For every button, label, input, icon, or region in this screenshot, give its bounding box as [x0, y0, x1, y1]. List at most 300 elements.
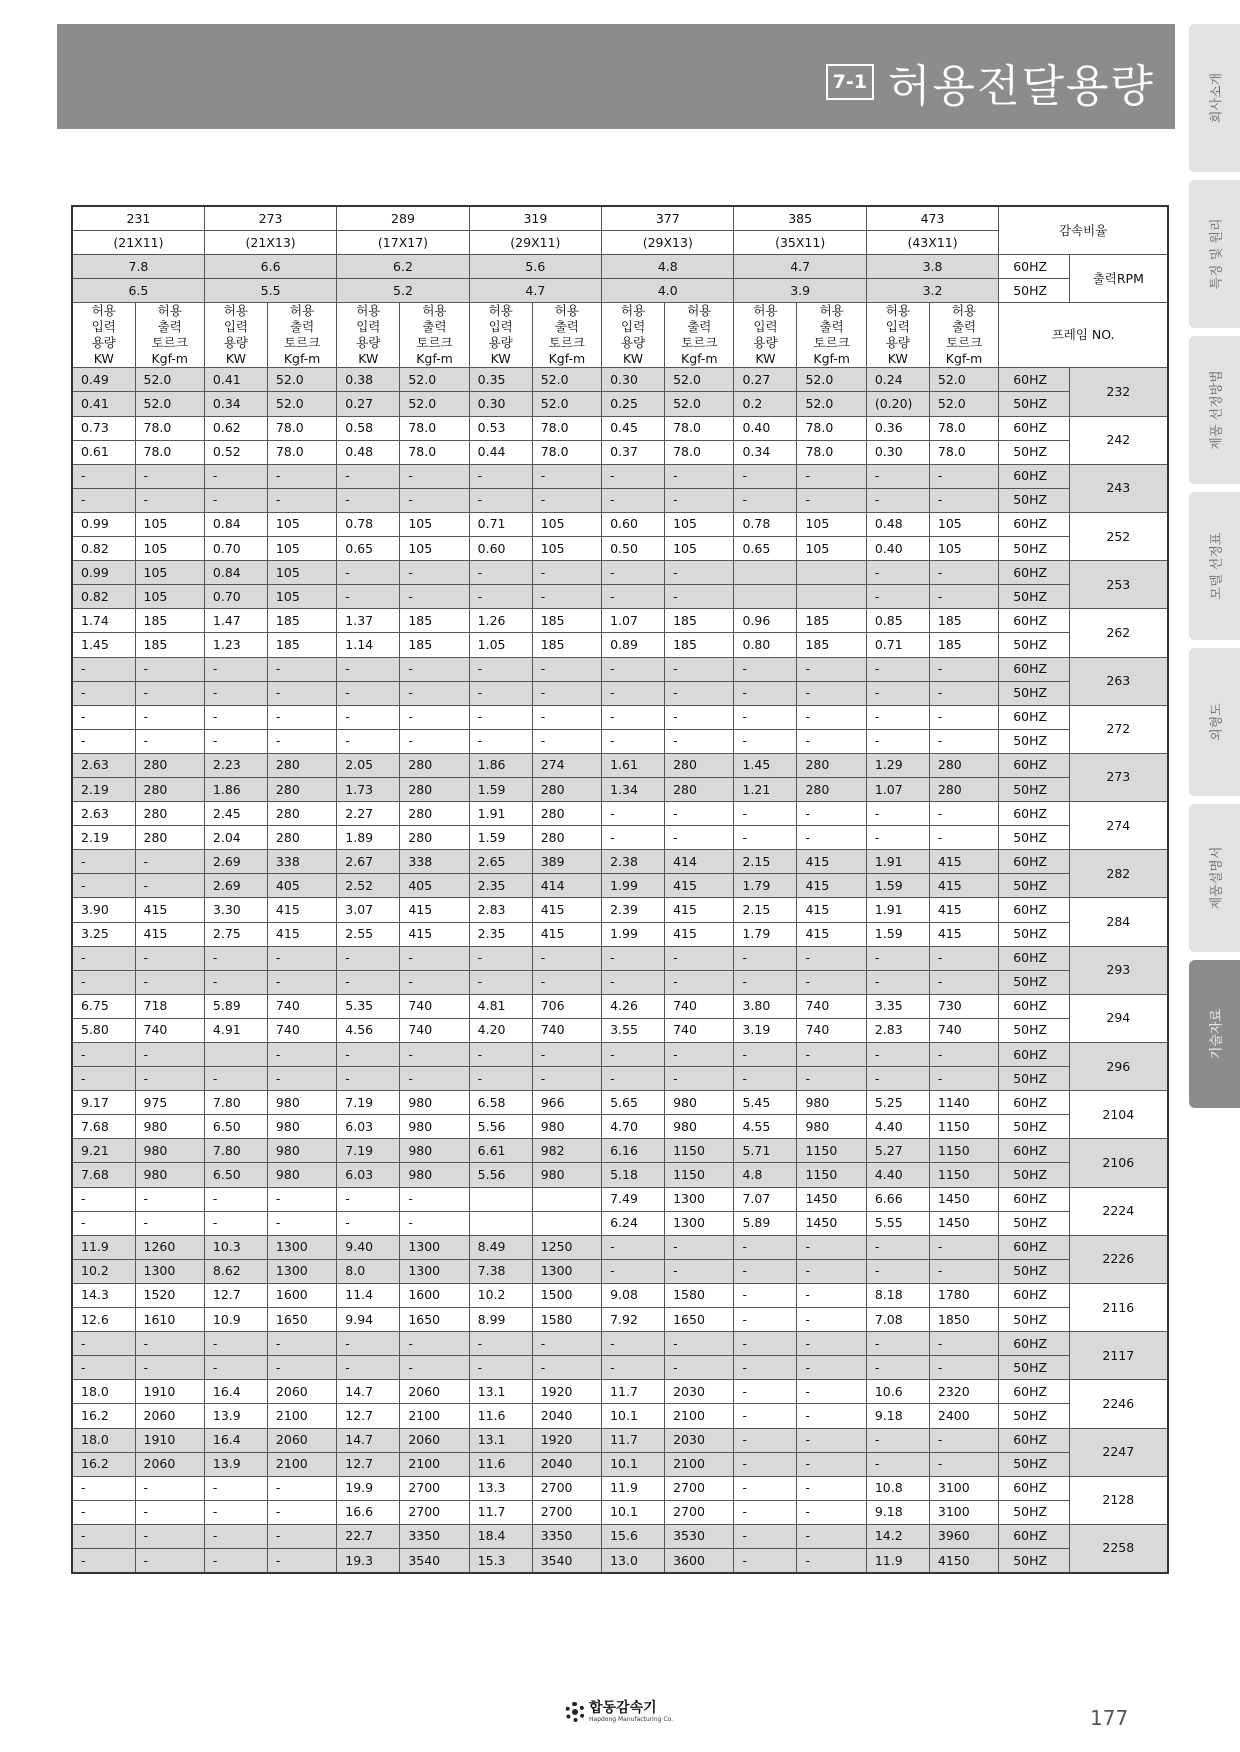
data-cell: 10.3	[204, 1235, 267, 1259]
data-cell: 8.99	[469, 1308, 532, 1332]
data-cell: -	[204, 681, 267, 705]
data-cell: -	[866, 1332, 929, 1356]
data-cell: -	[797, 1235, 866, 1259]
data-cell: 105	[267, 585, 336, 609]
data-cell: -	[866, 946, 929, 970]
data-cell: -	[797, 946, 866, 970]
data-cell: -	[929, 1356, 998, 1380]
data-cell: 2030	[665, 1380, 734, 1404]
side-tab-technical[interactable]: 기술자료	[1189, 960, 1240, 1108]
table-row	[72, 850, 1168, 874]
hz-label: 50HZ	[999, 1115, 1069, 1139]
data-cell: 13.9	[204, 1404, 267, 1428]
data-cell: -	[532, 585, 601, 609]
data-cell: 6.75	[72, 994, 135, 1018]
data-cell: 8.62	[204, 1259, 267, 1283]
data-cell: 2700	[400, 1500, 469, 1524]
data-cell: 280	[797, 777, 866, 801]
data-cell: -	[400, 657, 469, 681]
data-cell: 12.7	[337, 1452, 400, 1476]
col-input-capacity: 허용 입력 용량 KW	[204, 303, 267, 368]
hz-label: 60HZ	[999, 946, 1069, 970]
data-cell: 6.24	[602, 1211, 665, 1235]
data-cell: -	[665, 1332, 734, 1356]
data-cell: 7.38	[469, 1259, 532, 1283]
data-cell: -	[532, 705, 601, 729]
data-cell: 975	[135, 1091, 204, 1115]
data-cell: 0.78	[734, 512, 797, 536]
data-cell: 6.03	[337, 1115, 400, 1139]
data-cell: -	[734, 1235, 797, 1259]
side-tab-company[interactable]: 회사소개	[1189, 24, 1240, 172]
data-cell: -	[400, 946, 469, 970]
table-row	[72, 416, 1168, 440]
model-header: 319	[469, 206, 601, 231]
data-cell: -	[72, 705, 135, 729]
table-row	[72, 898, 1168, 922]
data-cell: -	[337, 488, 400, 512]
data-cell: -	[602, 488, 665, 512]
data-cell: 2.04	[204, 826, 267, 850]
data-cell: -	[469, 681, 532, 705]
col-input-capacity: 허용 입력 용량 KW	[469, 303, 532, 368]
data-cell: -	[734, 970, 797, 994]
data-cell: 14.2	[866, 1524, 929, 1548]
data-cell: 0.49	[72, 368, 135, 392]
table-row	[72, 512, 1168, 536]
data-cell: -	[665, 464, 734, 488]
data-cell: 415	[665, 874, 734, 898]
data-cell: -	[337, 464, 400, 488]
data-cell: 414	[665, 850, 734, 874]
data-cell: -	[602, 464, 665, 488]
data-cell: -	[734, 1404, 797, 1428]
data-cell: 1.07	[866, 777, 929, 801]
data-cell: -	[204, 705, 267, 729]
data-cell: 6.16	[602, 1139, 665, 1163]
data-cell: -	[532, 488, 601, 512]
data-cell: 2060	[400, 1380, 469, 1404]
data-cell: 4.91	[204, 1018, 267, 1042]
data-cell: 980	[400, 1139, 469, 1163]
data-cell: -	[267, 705, 336, 729]
data-cell: -	[204, 729, 267, 753]
ratio-label: 감속비율	[999, 206, 1168, 255]
data-cell: -	[929, 464, 998, 488]
data-cell: -	[866, 1452, 929, 1476]
data-cell: -	[532, 729, 601, 753]
col-input-capacity: 허용 입력 용량 KW	[72, 303, 135, 368]
data-cell	[532, 1187, 601, 1211]
data-cell: -	[797, 1428, 866, 1452]
model-header: 231	[72, 206, 204, 231]
ratio-header: (21X11)	[72, 231, 204, 255]
hz-label: 60HZ	[999, 561, 1069, 585]
data-cell: 740	[797, 1018, 866, 1042]
data-cell: -	[267, 946, 336, 970]
data-cell: -	[602, 1067, 665, 1091]
data-cell: 2.15	[734, 850, 797, 874]
data-cell: 4.40	[866, 1115, 929, 1139]
hz-label: 60HZ	[999, 1380, 1069, 1404]
data-cell: -	[72, 874, 135, 898]
hz-label: 60HZ	[999, 802, 1069, 826]
data-cell: -	[734, 826, 797, 850]
data-cell: -	[135, 1187, 204, 1211]
data-cell: 185	[400, 609, 469, 633]
header-columns-row	[72, 303, 1168, 368]
data-cell: 5.25	[866, 1091, 929, 1115]
data-cell: -	[135, 488, 204, 512]
side-tab-manual[interactable]: 제품설명서	[1189, 804, 1240, 952]
data-cell: 12.7	[337, 1404, 400, 1428]
data-cell: -	[929, 488, 998, 512]
data-cell: 13.9	[204, 1452, 267, 1476]
data-cell: 0.30	[866, 440, 929, 464]
data-cell: -	[469, 464, 532, 488]
data-cell: 2030	[665, 1428, 734, 1452]
frame-number: 2226	[1069, 1235, 1168, 1283]
data-cell: -	[267, 1500, 336, 1524]
data-cell: 1300	[267, 1259, 336, 1283]
data-cell: -	[469, 657, 532, 681]
data-cell: 8.18	[866, 1283, 929, 1307]
hz-label: 60HZ	[999, 1283, 1069, 1307]
data-cell: -	[797, 681, 866, 705]
data-cell: 3350	[532, 1524, 601, 1548]
data-cell: 3.35	[866, 994, 929, 1018]
frame-label: 프레임 NO.	[999, 303, 1168, 368]
data-cell: -	[72, 1548, 135, 1573]
rpm-value: 4.7	[469, 279, 601, 303]
data-cell: 0.30	[602, 368, 665, 392]
table-row	[72, 777, 1168, 801]
data-cell: 0.37	[602, 440, 665, 464]
data-cell: 7.49	[602, 1187, 665, 1211]
table-row	[72, 633, 1168, 657]
data-cell: 3960	[929, 1524, 998, 1548]
data-cell: 185	[665, 633, 734, 657]
data-cell: -	[135, 1356, 204, 1380]
data-cell: -	[135, 1043, 204, 1067]
data-cell: 2.05	[337, 753, 400, 777]
data-cell: 415	[532, 922, 601, 946]
data-cell: -	[929, 705, 998, 729]
data-cell: -	[797, 1332, 866, 1356]
data-cell: -	[734, 1356, 797, 1380]
data-cell: 2.83	[469, 898, 532, 922]
data-cell: -	[204, 1500, 267, 1524]
col-output-torque: 허용 출력 토르크 Kgf-m	[665, 303, 734, 368]
data-cell: 1650	[400, 1308, 469, 1332]
data-cell: 9.94	[337, 1308, 400, 1332]
rpm-label: 출력RPM	[1069, 255, 1168, 303]
data-cell: 405	[267, 874, 336, 898]
data-cell: -	[135, 1524, 204, 1548]
data-cell: -	[929, 1043, 998, 1067]
data-cell: -	[204, 488, 267, 512]
side-tab-features[interactable]: 특징 및 원리	[1189, 180, 1240, 328]
data-cell: 2100	[665, 1452, 734, 1476]
data-cell: 16.4	[204, 1428, 267, 1452]
data-cell: -	[602, 970, 665, 994]
data-cell: 5.55	[866, 1211, 929, 1235]
data-cell: -	[866, 1356, 929, 1380]
data-cell: 105	[135, 537, 204, 561]
data-cell: 9.08	[602, 1283, 665, 1307]
data-cell: -	[532, 946, 601, 970]
table-row	[72, 1332, 1168, 1356]
data-cell: -	[797, 1380, 866, 1404]
hz-label: 60HZ	[999, 1139, 1069, 1163]
data-cell: 7.07	[734, 1187, 797, 1211]
data-cell: -	[929, 1452, 998, 1476]
data-cell: 1.73	[337, 777, 400, 801]
data-cell: 185	[797, 609, 866, 633]
frame-number: 284	[1069, 898, 1168, 946]
data-cell: -	[866, 464, 929, 488]
data-cell: -	[337, 1356, 400, 1380]
data-cell: 6.66	[866, 1187, 929, 1211]
data-cell: 1450	[929, 1211, 998, 1235]
frame-number: 282	[1069, 850, 1168, 898]
data-cell: 415	[929, 850, 998, 874]
data-cell: 1.45	[734, 753, 797, 777]
data-cell: 78.0	[267, 416, 336, 440]
data-cell: 7.92	[602, 1308, 665, 1332]
data-cell: -	[72, 1043, 135, 1067]
data-cell: 1920	[532, 1380, 601, 1404]
header-rpm50-row	[72, 279, 1168, 303]
data-cell: -	[734, 1548, 797, 1573]
table-row	[72, 946, 1168, 970]
data-cell: 2060	[267, 1380, 336, 1404]
data-cell: -	[866, 681, 929, 705]
data-cell: -	[469, 585, 532, 609]
data-cell: -	[665, 946, 734, 970]
data-cell: -	[337, 585, 400, 609]
hz-label: 60HZ	[999, 657, 1069, 681]
data-cell: 22.7	[337, 1524, 400, 1548]
data-cell: -	[866, 1428, 929, 1452]
data-cell: 0.65	[734, 537, 797, 561]
col-output-torque: 허용 출력 토르크 Kgf-m	[400, 303, 469, 368]
data-cell: 11.7	[469, 1500, 532, 1524]
data-cell: -	[797, 970, 866, 994]
data-cell: -	[337, 1211, 400, 1235]
hz-label: 50HZ	[999, 970, 1069, 994]
data-cell: 2700	[532, 1500, 601, 1524]
data-cell: 4.20	[469, 1018, 532, 1042]
data-cell: -	[337, 705, 400, 729]
data-cell: 0.35	[469, 368, 532, 392]
data-cell: 105	[532, 537, 601, 561]
data-cell: 1150	[929, 1115, 998, 1139]
data-cell: 280	[532, 777, 601, 801]
data-cell: 1.59	[866, 874, 929, 898]
data-cell: 980	[400, 1115, 469, 1139]
data-cell: -	[929, 729, 998, 753]
data-cell: -	[532, 464, 601, 488]
data-cell: -	[665, 826, 734, 850]
data-cell: 1150	[665, 1139, 734, 1163]
table-row	[72, 802, 1168, 826]
data-cell: 980	[532, 1115, 601, 1139]
data-cell: -	[929, 1259, 998, 1283]
data-cell: 78.0	[400, 440, 469, 464]
data-cell: -	[532, 970, 601, 994]
data-cell: 11.9	[866, 1548, 929, 1573]
hz-label: 60HZ	[999, 368, 1069, 392]
hz-label: 60HZ	[999, 1187, 1069, 1211]
data-cell: 185	[797, 633, 866, 657]
data-cell: -	[400, 1211, 469, 1235]
hz-label: 50HZ	[999, 1500, 1069, 1524]
hz-label: 60HZ	[999, 1476, 1069, 1500]
table-row	[72, 1139, 1168, 1163]
side-tab-model-table[interactable]: 모델 선정표	[1189, 492, 1240, 640]
data-cell: -	[204, 1067, 267, 1091]
data-cell: 1.29	[866, 753, 929, 777]
hz-label: 50HZ	[999, 1548, 1069, 1573]
data-cell: 2100	[665, 1404, 734, 1428]
data-cell: 10.9	[204, 1308, 267, 1332]
rpm-value: 5.6	[469, 255, 601, 279]
data-cell: 105	[267, 512, 336, 536]
data-cell: 3540	[532, 1548, 601, 1573]
data-cell: 52.0	[135, 368, 204, 392]
data-cell: -	[866, 1043, 929, 1067]
side-tab-dimensions[interactable]: 외형도	[1189, 648, 1240, 796]
data-cell: 1.59	[469, 777, 532, 801]
data-cell: 1600	[267, 1283, 336, 1307]
data-cell: 740	[267, 994, 336, 1018]
data-cell: 185	[267, 633, 336, 657]
frame-number: 272	[1069, 705, 1168, 753]
data-cell: 0.27	[734, 368, 797, 392]
data-cell: 3100	[929, 1500, 998, 1524]
ratio-header: (29X11)	[469, 231, 601, 255]
data-cell: 52.0	[665, 392, 734, 416]
data-cell: 52.0	[400, 392, 469, 416]
data-cell: 338	[267, 850, 336, 874]
data-cell: 105	[400, 512, 469, 536]
data-cell: 1150	[665, 1163, 734, 1187]
data-cell	[734, 561, 797, 585]
data-cell: 78.0	[797, 440, 866, 464]
data-cell: 2.39	[602, 898, 665, 922]
data-cell: 16.6	[337, 1500, 400, 1524]
frame-number: 232	[1069, 368, 1168, 416]
data-cell: -	[337, 1332, 400, 1356]
data-cell: -	[929, 1332, 998, 1356]
data-cell: 78.0	[267, 440, 336, 464]
data-cell: 0.24	[866, 368, 929, 392]
data-cell: 0.27	[337, 392, 400, 416]
data-cell: 415	[267, 922, 336, 946]
data-cell: 1.79	[734, 874, 797, 898]
data-cell: 0.41	[204, 368, 267, 392]
data-cell: 415	[532, 898, 601, 922]
side-tab-selection[interactable]: 제품 선정방법	[1189, 336, 1240, 484]
data-cell: 78.0	[797, 416, 866, 440]
frame-number: 2116	[1069, 1283, 1168, 1331]
data-cell: 1.47	[204, 609, 267, 633]
data-cell: -	[204, 1548, 267, 1573]
data-cell: 52.0	[797, 392, 866, 416]
data-cell: 1.61	[602, 753, 665, 777]
data-cell: 1450	[929, 1187, 998, 1211]
data-cell: 8.49	[469, 1235, 532, 1259]
table-row	[72, 392, 1168, 416]
hz-label: 60HZ	[999, 512, 1069, 536]
data-cell: 0.40	[734, 416, 797, 440]
data-cell: 980	[135, 1163, 204, 1187]
data-cell: -	[267, 681, 336, 705]
data-cell: 4.70	[602, 1115, 665, 1139]
data-cell: -	[929, 1235, 998, 1259]
data-cell: 2.35	[469, 874, 532, 898]
data-cell: 18.0	[72, 1380, 135, 1404]
data-cell: -	[734, 1524, 797, 1548]
table-row	[72, 1018, 1168, 1042]
data-cell: 0.34	[204, 392, 267, 416]
data-cell: -	[337, 946, 400, 970]
data-cell: -	[866, 802, 929, 826]
data-cell: 11.7	[602, 1380, 665, 1404]
data-cell: 5.35	[337, 994, 400, 1018]
hz-label: 50HZ	[999, 1356, 1069, 1380]
data-cell: 415	[665, 898, 734, 922]
frame-number: 2106	[1069, 1139, 1168, 1187]
data-cell: 1300	[400, 1235, 469, 1259]
data-cell: -	[135, 1211, 204, 1235]
data-cell: 1850	[929, 1308, 998, 1332]
data-cell: 1.86	[204, 777, 267, 801]
data-cell: 0.25	[602, 392, 665, 416]
data-cell: 1300	[665, 1187, 734, 1211]
table-row	[72, 970, 1168, 994]
data-cell: -	[602, 1235, 665, 1259]
data-cell: 980	[400, 1163, 469, 1187]
data-cell: 415	[135, 922, 204, 946]
data-cell: -	[135, 681, 204, 705]
data-cell: 1.99	[602, 922, 665, 946]
data-cell: -	[734, 946, 797, 970]
data-cell: -	[797, 1476, 866, 1500]
hz-label: 60HZ	[999, 1524, 1069, 1548]
hz-label: 50HZ	[999, 777, 1069, 801]
data-cell: -	[267, 1476, 336, 1500]
table-row	[72, 585, 1168, 609]
data-cell: 980	[135, 1139, 204, 1163]
data-cell: 0.45	[602, 416, 665, 440]
data-cell: 0.85	[866, 609, 929, 633]
data-cell: -	[204, 464, 267, 488]
data-cell: 16.2	[72, 1452, 135, 1476]
frame-number: 296	[1069, 1043, 1168, 1091]
frame-number: 2128	[1069, 1476, 1168, 1524]
data-cell: -	[400, 561, 469, 585]
hz-label: 50HZ	[999, 585, 1069, 609]
data-cell: 2.69	[204, 874, 267, 898]
data-cell: -	[135, 1332, 204, 1356]
data-cell: 13.0	[602, 1548, 665, 1573]
hz-label: 60HZ	[999, 850, 1069, 874]
data-cell: -	[469, 488, 532, 512]
data-cell: 10.1	[602, 1404, 665, 1428]
data-cell: 105	[532, 512, 601, 536]
